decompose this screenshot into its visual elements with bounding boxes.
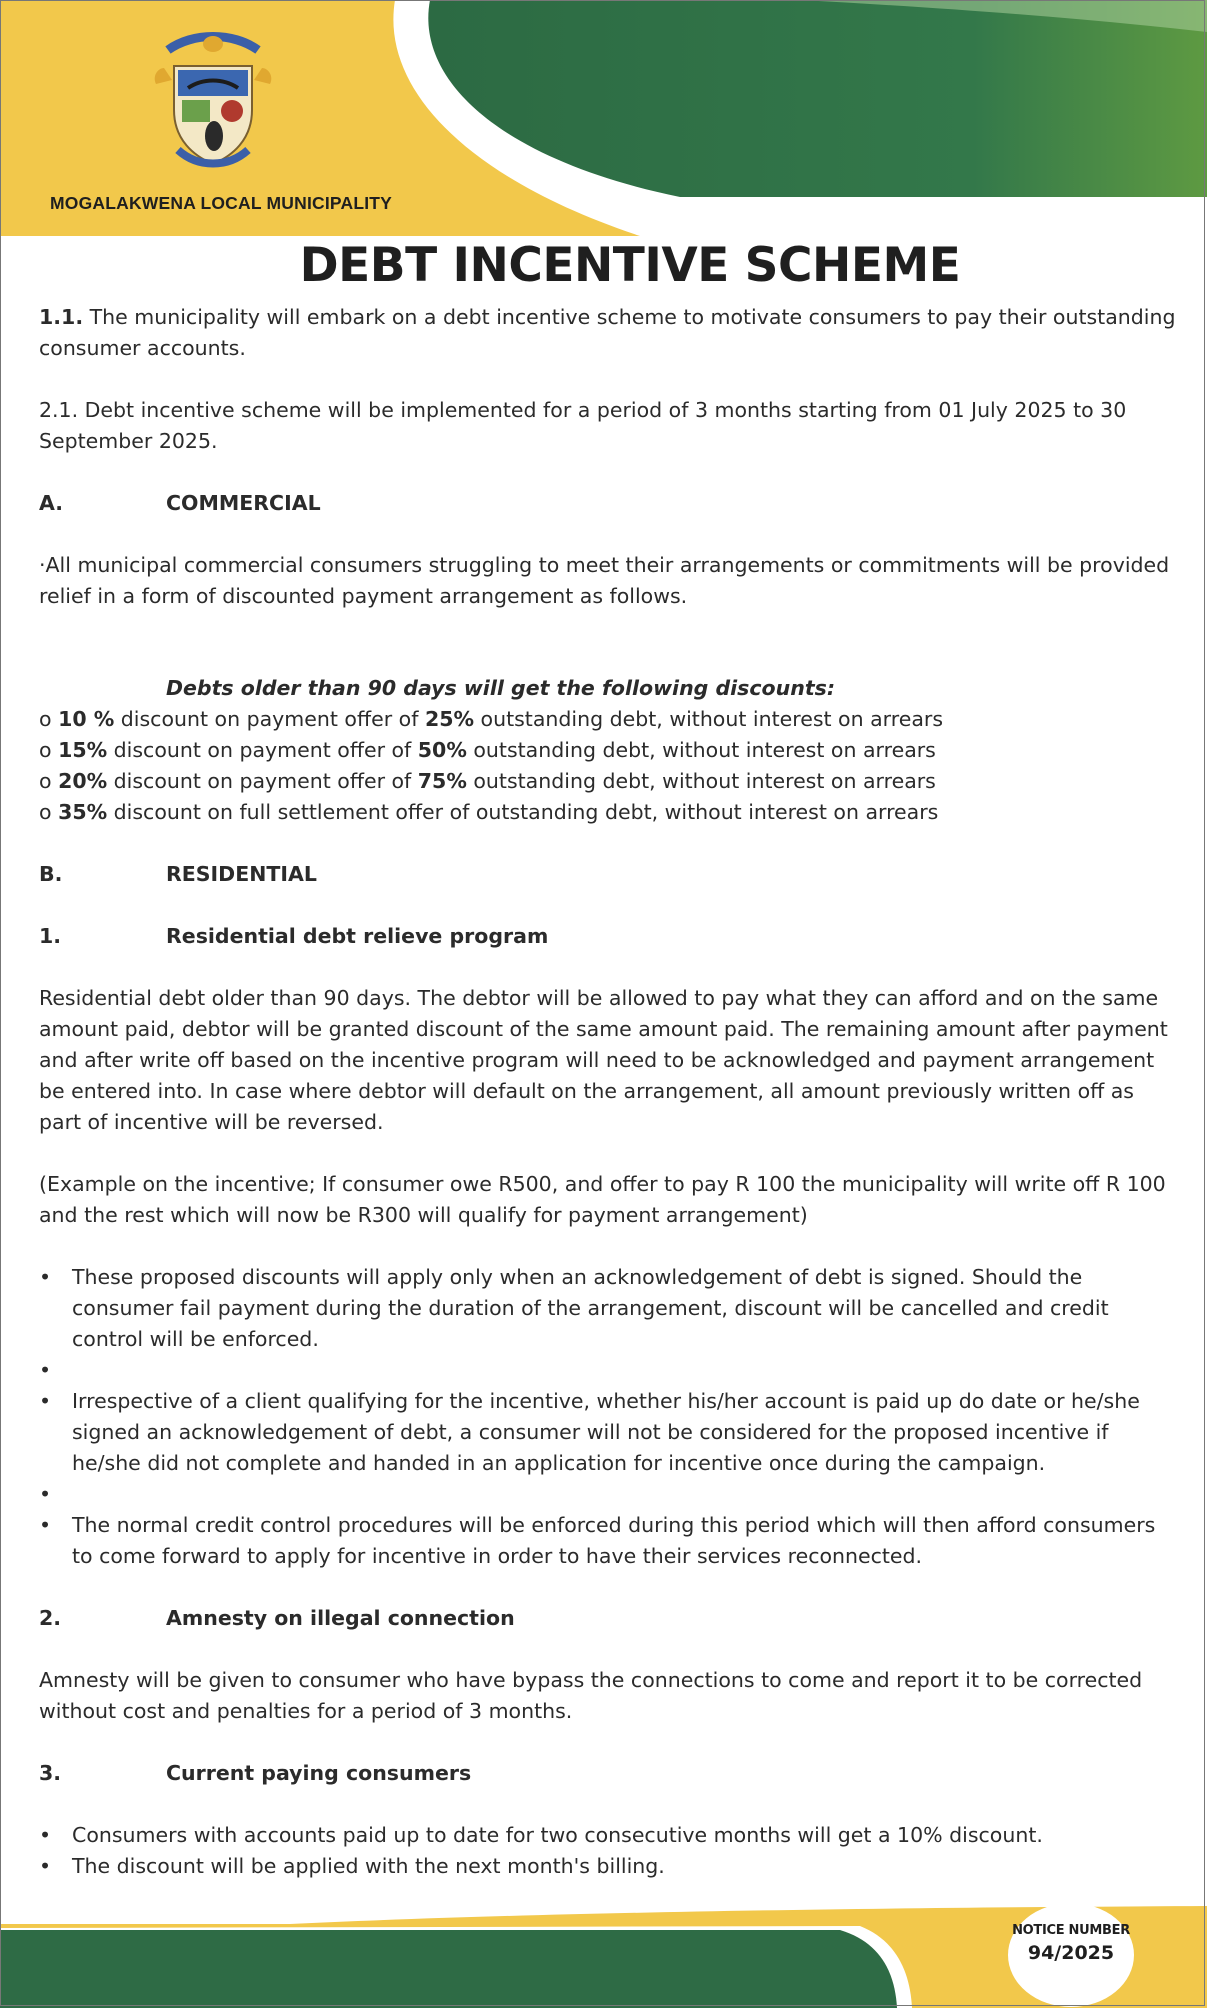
subsection-title: Amnesty on illegal connection [166, 1606, 515, 1630]
subsection-2-heading [39, 1603, 1181, 1634]
subsection-number: 3. [39, 1761, 62, 1785]
residential-bullet-list [39, 1262, 1181, 1572]
subsection-1-heading [39, 921, 1181, 952]
list-item: • Irrespective of a client qualifying for the incentive, whether his/her account is paid up do date or he/she signed an acknowledgement of debt, a consumer will not be considered for the proposed incentive if he/she did not complete and handed in an application for incentive once during the campaign. [39, 1386, 1181, 1479]
list-item: • The discount will be applied with the next month's billing. [39, 1851, 1181, 1882]
list-item [39, 1479, 1181, 1510]
subsection-number: 2. [39, 1606, 62, 1630]
subsection-title: Residential debt relieve program [166, 924, 549, 948]
section-commercial-heading [39, 488, 1181, 519]
notice-label: NOTICE NUMBER [1012, 1923, 1130, 1938]
notice-badge [1008, 1903, 1134, 2007]
bullet-marker: • [39, 1482, 52, 1506]
bullet-marker: • [39, 1823, 52, 1847]
residential-relief-text: Residential debt older than 90 days. The debtor will be allowed to pay what they can afford and on the same amount paid, debtor will be granted discount of the same amount paid. The remaining amount after payment and after write off based on the incentive program will need to be acknowledged and payment arrangement be entered into. In case where debtor will default on the arrangement, all amount previously written off as part of incentive will be reversed. [39, 986, 1168, 1134]
section-residential-heading [39, 859, 1181, 890]
list-item: • The normal credit control procedures will be enforced during this period which will then afford consumers to come forward to apply for incentive in order to have their services reconnected. [39, 1510, 1181, 1572]
discount-item: o 35% discount on full settlement offer of outstanding debt, without interest on arrears [39, 800, 939, 824]
municipality-name: MOGALAKWENA LOCAL MUNICIPALITY [50, 193, 393, 213]
incentive-example-text: (Example on the incentive; If consumer owe R500, and offer to pay R 100 the municipality will write off R 100 and the rest which will now be R300 will qualify for payment arrangement) [39, 1172, 1166, 1227]
page-title: DEBT INCENTIVE SCHEME [299, 238, 961, 293]
discount-item: o 15% discount on payment offer of 50% outstanding debt, without interest on arrears [39, 738, 936, 762]
bullet-marker: • [39, 1389, 52, 1413]
intro-paragraph-2: 2.1. Debt incentive scheme will be implemented for a period of 3 months starting from 01 July 2025 to 30 September 2025. [39, 398, 1127, 453]
section-number: B. [39, 862, 63, 886]
discount-item: o 20% discount on payment offer of 75% outstanding debt, without interest on arrears [39, 769, 936, 793]
intro-paragraph-1 [39, 302, 1181, 364]
discount-item: o 10 % discount on payment offer of 25% outstanding debt, without interest on arrears [39, 707, 944, 731]
paying-consumers-list [39, 1820, 1181, 1882]
section-title: RESIDENTIAL [166, 862, 317, 886]
subsection-3-heading [39, 1758, 1181, 1789]
list-item [39, 1355, 1181, 1386]
municipal-crest-logo [148, 28, 278, 178]
list-item: • These proposed discounts will apply only when an acknowledgement of debt is signed. Should the consumer fail payment during the duration of the arrangement, discount will be cancelled and credit control will be enforced. [39, 1262, 1181, 1355]
section-title: COMMERCIAL [166, 491, 321, 515]
notice-number: 94/2025 [1027, 1942, 1115, 1964]
bullet-marker: • [39, 1854, 52, 1878]
intro-p1-number: 1.1. [39, 305, 84, 329]
bullet-marker: • [39, 1513, 52, 1537]
list-item: • Consumers with accounts paid up to date for two consecutive months will get a 10% discount. [39, 1820, 1181, 1851]
amnesty-text: Amnesty will be given to consumer who have bypass the connections to come and report it to be corrected without cost and penalties for a period of 3 months. [39, 1668, 1143, 1723]
bullet-marker: • [39, 1265, 52, 1289]
subsection-title: Current paying consumers [166, 1761, 472, 1785]
section-number: A. [39, 491, 64, 515]
subsection-number: 1. [39, 924, 62, 948]
commercial-text: ·All municipal commercial consumers struggling to meet their arrangements or commitments will be provided relief in a form of discounted payment arrangement as follows. [39, 553, 1170, 608]
bullet-marker: • [39, 1358, 52, 1382]
discount-list [39, 704, 1181, 828]
discounts-heading: Debts older than 90 days will get the following discounts: [166, 676, 836, 700]
intro-p1-text: The municipality will embark on a debt incentive scheme to motivate consumers to pay their outstanding consumer accounts. [39, 305, 1176, 360]
document-body [39, 302, 1181, 1882]
